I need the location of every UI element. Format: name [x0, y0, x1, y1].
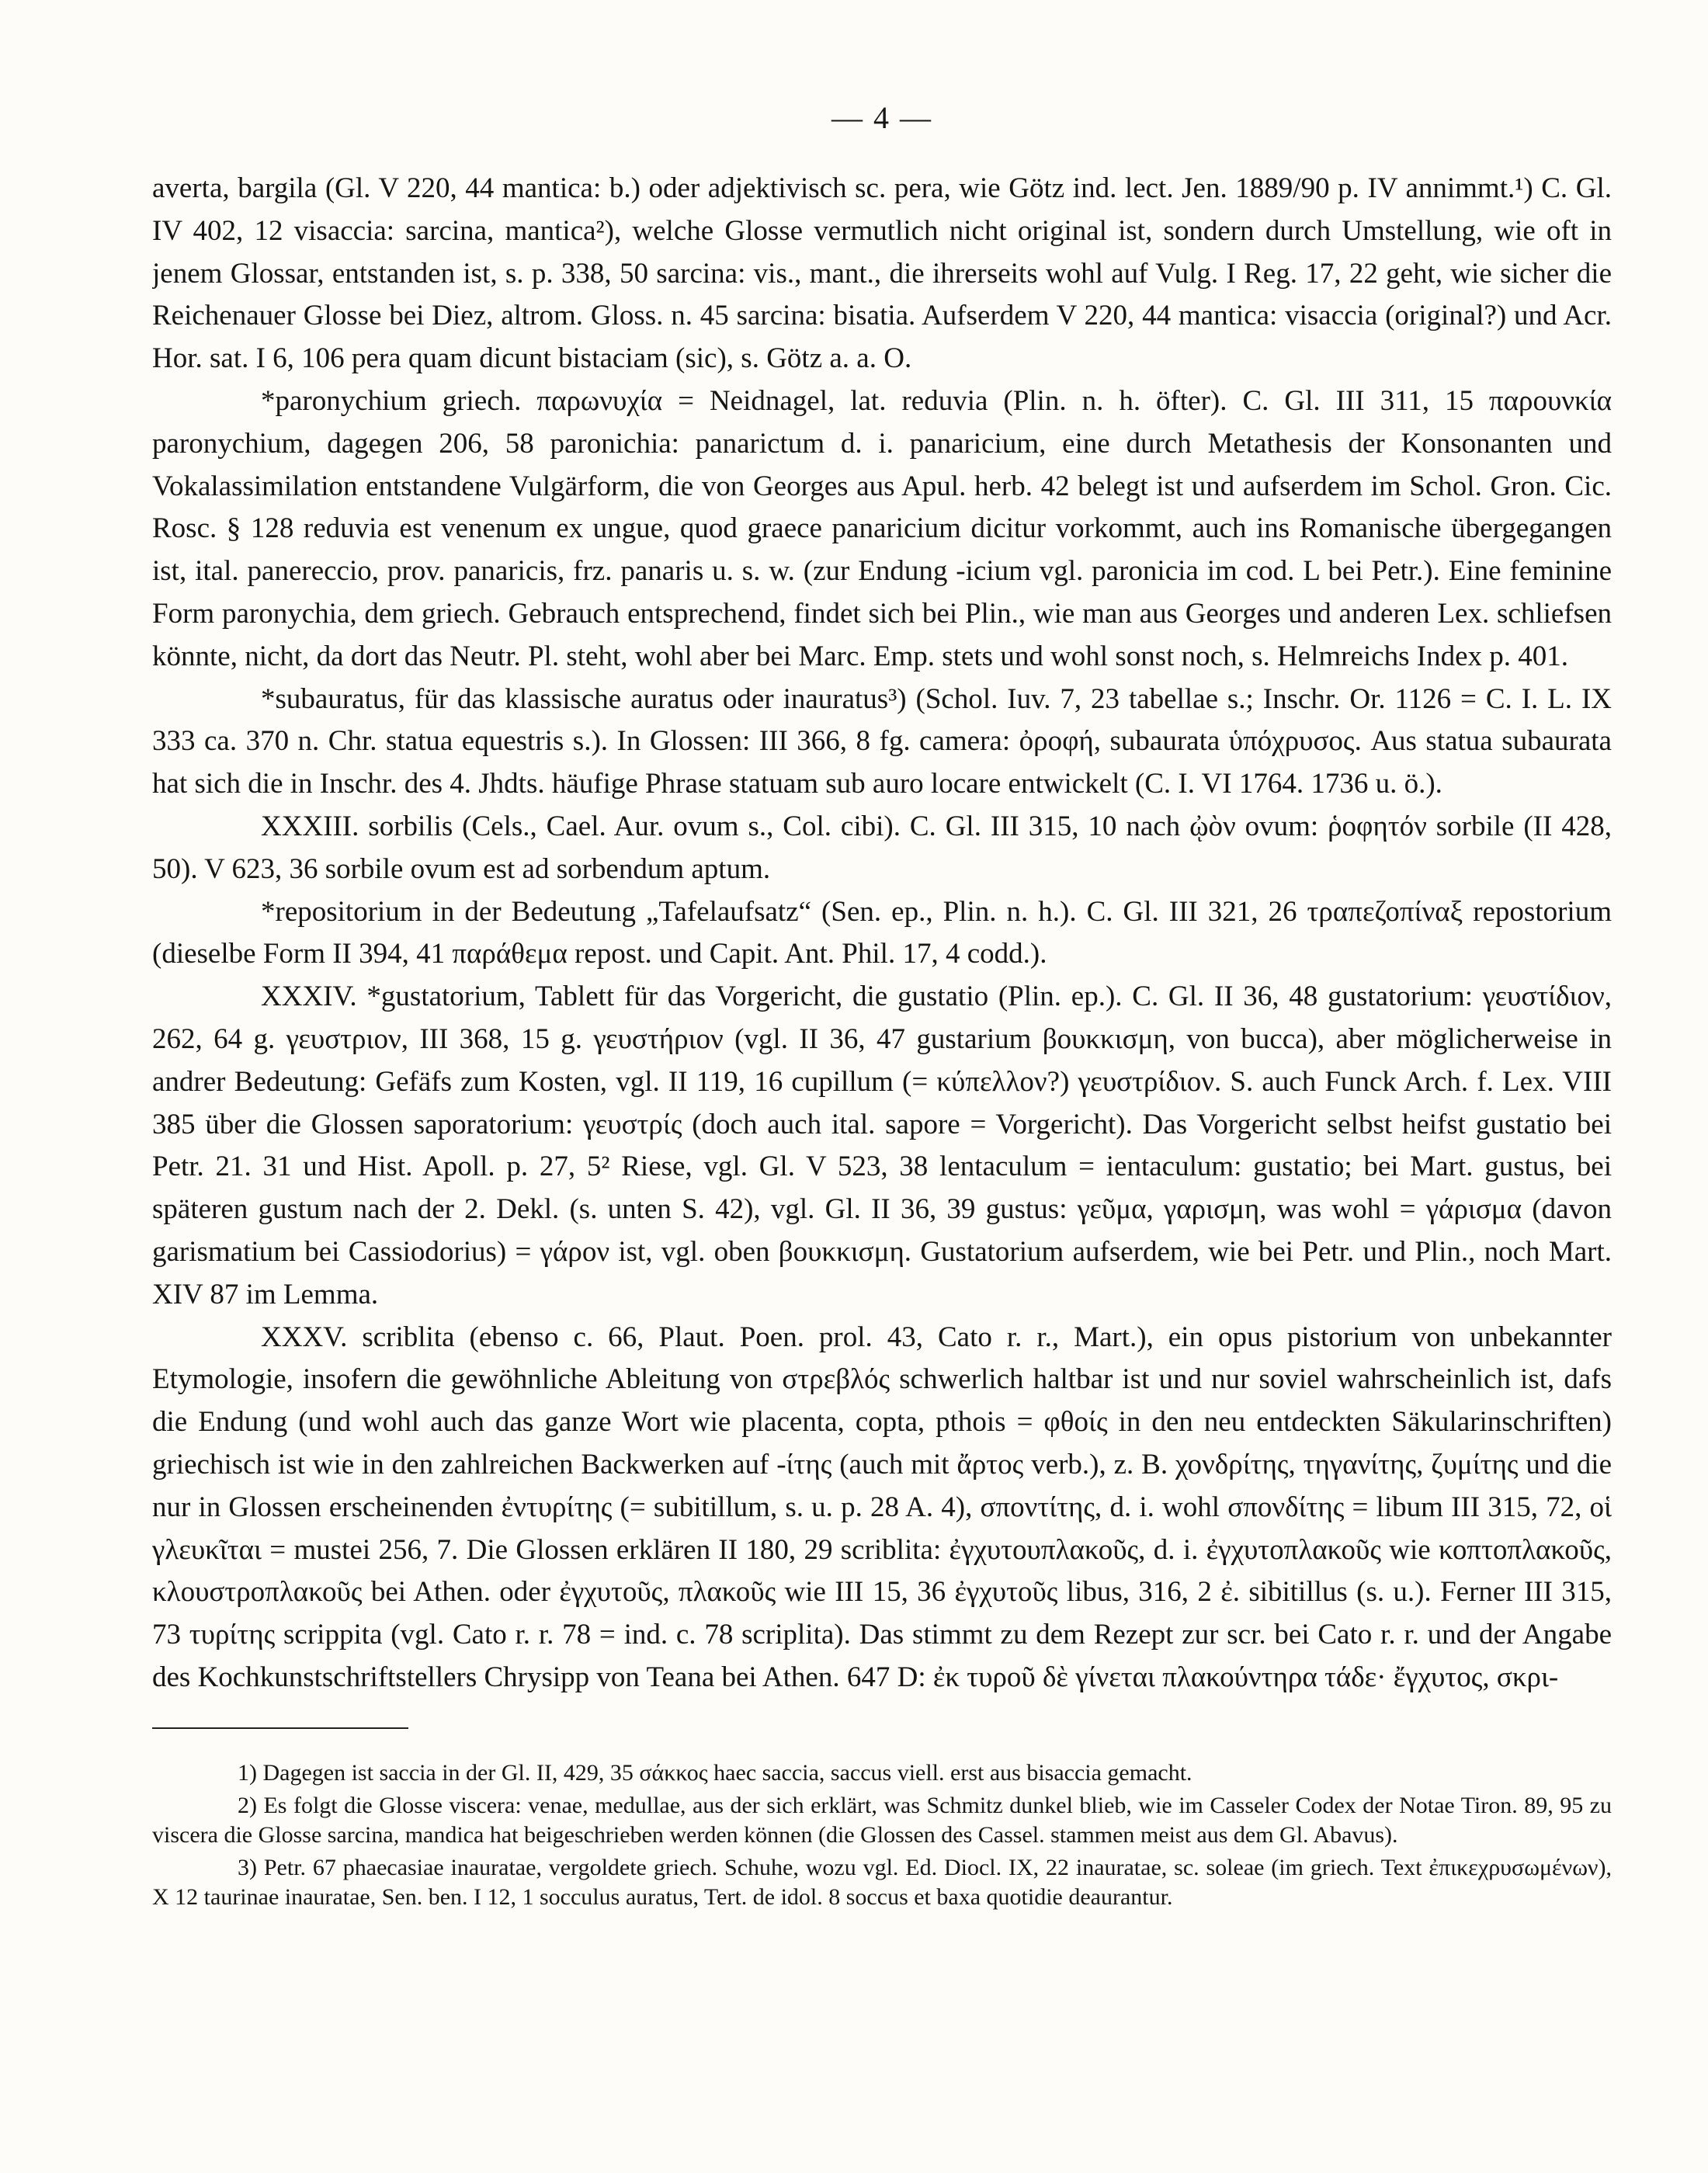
paragraph-averta: averta, bargila (Gl. V 220, 44 mantica: b.) oder adjektivisch sc. pera, wie Götz ind. lect. Jen. 1889/90 p. IV annimmt.¹) C. Gl. IV 402, 12 visaccia: sarcina, mantica²), welche Glosse vermutlich nicht original ist, sondern durch Umstellung, wie oft in jenem Glossar, entstanden ist, s. p. 338, 50 sarcina: vis., mant., die ihrerseits wohl auf Vulg. I Reg. 17, 22 geht, wie sicher die Reichenauer Glosse bei Diez, altrom. Gloss. n. 45 sarcina: bisatia. Aufserdem V 220, 44 mantica: visaccia (original?) und Acr. Hor. sat. I 6, 106 pera quam dicunt bistaciam (sic), s. Götz a. a. O. [152, 172, 1612, 375]
body-text [152, 168, 1612, 1699]
footnote-divider [152, 1727, 408, 1729]
page-number: — 4 — [831, 100, 932, 135]
paragraph-repositorium: *repositorium in der Bedeutung „Tafelaufsatz“ (Sen. ep., Plin. n. h.). C. Gl. III 321, 26 τραπεζοπίναξ repostorium (dieselbe Form II 394, 41 παράθεμα repost. und Capit. Ant. Phil. 17, 4 codd.). [152, 895, 1612, 970]
paragraph-paronychium: *paronychium griech. παρωνυχία = Neidnagel, lat. reduvia (Plin. n. h. öfter). C. Gl. III 311, 15 παρουνκία paronychium, dagegen 206, 58 paronichia: panarictum d. i. panaricium, eine durch Metathesis der Konsonanten und Vokalassimilation entstandene Vulgärform, die von Georges aus Apul. herb. 42 belegt ist und aufserdem im Schol. Gron. Cic. Rosc. § 128 reduvia est venenum ex ungue, quod graece panaricium dicitur vorkommt, auch ins Romanische übergegangen ist, ital. panereccio, prov. panaricis, frz. panaris u. s. w. (zur Endung -icium vgl. paronicia im cod. L bei Petr.). Eine feminine Form paronychia, dem griech. Gebrauch entsprechend, findet sich bei Plin., wie man aus Georges und anderen Lex. schliefsen könnte, nicht, da dort das Neutr. Pl. steht, wohl aber bei Marc. Emp. stets und wohl sonst noch, s. Helmreichs Index p. 401. [152, 384, 1612, 672]
footnote-2: 2) Es folgt die Glosse viscera: venae, medullae, aus der sich erklärt, was Schmitz dunkel blieb, wie im Casseler Codex der Notae Tiron. 89, 95 zu viscera die Glosse sarcina, mandica hat beigeschrieben werden können (die Glossen des Cassel. stammen meist aus dem Gl. Abavus). [152, 1792, 1612, 1848]
paragraph-gustatorium: XXXIV. *gustatorium, Tablett für das Vorgericht, die gustatio (Plin. ep.). C. Gl. II 36, 48 gustatorium: γευστίδιον, 262, 64 g. γευστριον, III 368, 15 g. γευστήριον (vgl. II 36, 47 gustarium βουκκισμη, von bucca), aber möglicherweise in andrer Bedeutung: Gefäfs zum Kosten, vgl. II 119, 16 cupillum (= κύπελλον?) γευστρίδιον. S. auch Funck Arch. f. Lex. VIII 385 über die Glossen saporatorium: γευστρίς (doch auch ital. sapore = Vorgericht). Das Vorgericht selbst heifst gustatio bei Petr. 21. 31 und Hist. Apoll. p. 27, 5² Riese, vgl. Gl. V 523, 38 lentaculum = ientaculum: gustatio; bei Mart. gustus, bei späteren gustum nach der 2. Dekl. (s. unten S. 42), vgl. Gl. II 36, 39 gustus: γεῦμα, γαρισμη, was wohl = γάρισμα (davon garismatium bei Cassiodorius) = γάρον ist, vgl. oben βουκκισμη. Gustatorium aufserdem, wie bei Petr. und Plin., noch Mart. XIV 87 im Lemma. [152, 981, 1612, 1310]
footnote-3: 3) Petr. 67 phaecasiae inauratae, vergoldete griech. Schuhe, wozu vgl. Ed. Diocl. IX, 22 inauratae, sc. soleae (im griech. Text ἐπικεχρυσωμένων), X 12 taurinae inauratae, Sen. ben. I 12, 1 socculus auratus, Tert. de idol. 8 soccus et baxa quotidie deaurantur. [152, 1854, 1612, 1910]
footnotes [152, 1758, 1612, 1912]
document-page [152, 99, 1612, 2133]
paragraph-scriblita: XXXV. scriblita (ebenso c. 66, Plaut. Poen. prol. 43, Cato r. r., Mart.), ein opus pistorium von unbekannter Etymologie, insofern die gewöhnliche Ableitung von στρεβλός schwerlich haltbar ist und nur soviel wahrscheinlich ist, dafs die Endung (und wohl auch das ganze Wort wie placenta, copta, pthois = φθοίς in den neu entdeckten Säkularinschriften) griechisch ist wie in den zahlreichen Backwerken auf -ίτης (auch mit ἄρτος verb.), z. B. χονδρίτης, τηγανίτης, ζυμίτης und die nur in Glossen erscheinenden ἐντυρίτης (= subitillum, s. u. p. 28 A. 4), σποντίτης, d. i. wohl σπονδίτης = libum III 315, 72, οἱ γλευκῖται = mustei 256, 7. Die Glossen erklären II 180, 29 scriblita: ἐγχυτουπλακοῦς, d. i. ἐγχυτοπλακοῦς wie κοπτοπλακοῦς, κλουστροπλακοῦς bei Athen. oder ἐγχυτοῦς, πλακοῦς wie III 15, 36 ἐγχυτοῦς libus, 316, 2 ἐ. sibitillus (s. u.). Ferner III 315, 73 τυρίτης scrippita (vgl. Cato r. r. 78 = ind. c. 78 scriplita). Das stimmt zu dem Rezept zur scr. bei Cato r. r. und der Angabe des Kochkunstschriftstellers Chrysipp von Teana bei Athen. 647 D: ἐκ τυροῦ δὲ γίνεται πλακούντηρα τάδε· ἔγχυτος, σκρι- [152, 1321, 1612, 1693]
paragraph-subauratus: *subauratus, für das klassische auratus oder inauratus³) (Schol. Iuv. 7, 23 tabellae s.; Inschr. Or. 1126 = C. I. L. IX 333 ca. 370 n. Chr. statua equestris s.). In Glossen: III 366, 8 fg. camera: ὀροφή, subaurata ὑπόχρυσος. Aus statua subaurata hat sich die in Inschr. des 4. Jhdts. häufige Phrase statuam sub auro locare entwickelt (C. I. VI 1764. 1736 u. ö.). [152, 682, 1612, 800]
footnote-1: 1) Dagegen ist saccia in der Gl. II, 429, 35 σάκκος haec saccia, saccus viell. erst aus bisaccia gemacht. [238, 1759, 1192, 1786]
paragraph-sorbilis: XXXIII. sorbilis (Cels., Cael. Aur. ovum s., Col. cibi). C. Gl. III 315, 10 nach ᾠὸν ovum: ῥοφητόν sorbile (II 428, 50). V 623, 36 sorbile ovum est ad sorbendum aptum. [152, 810, 1612, 885]
